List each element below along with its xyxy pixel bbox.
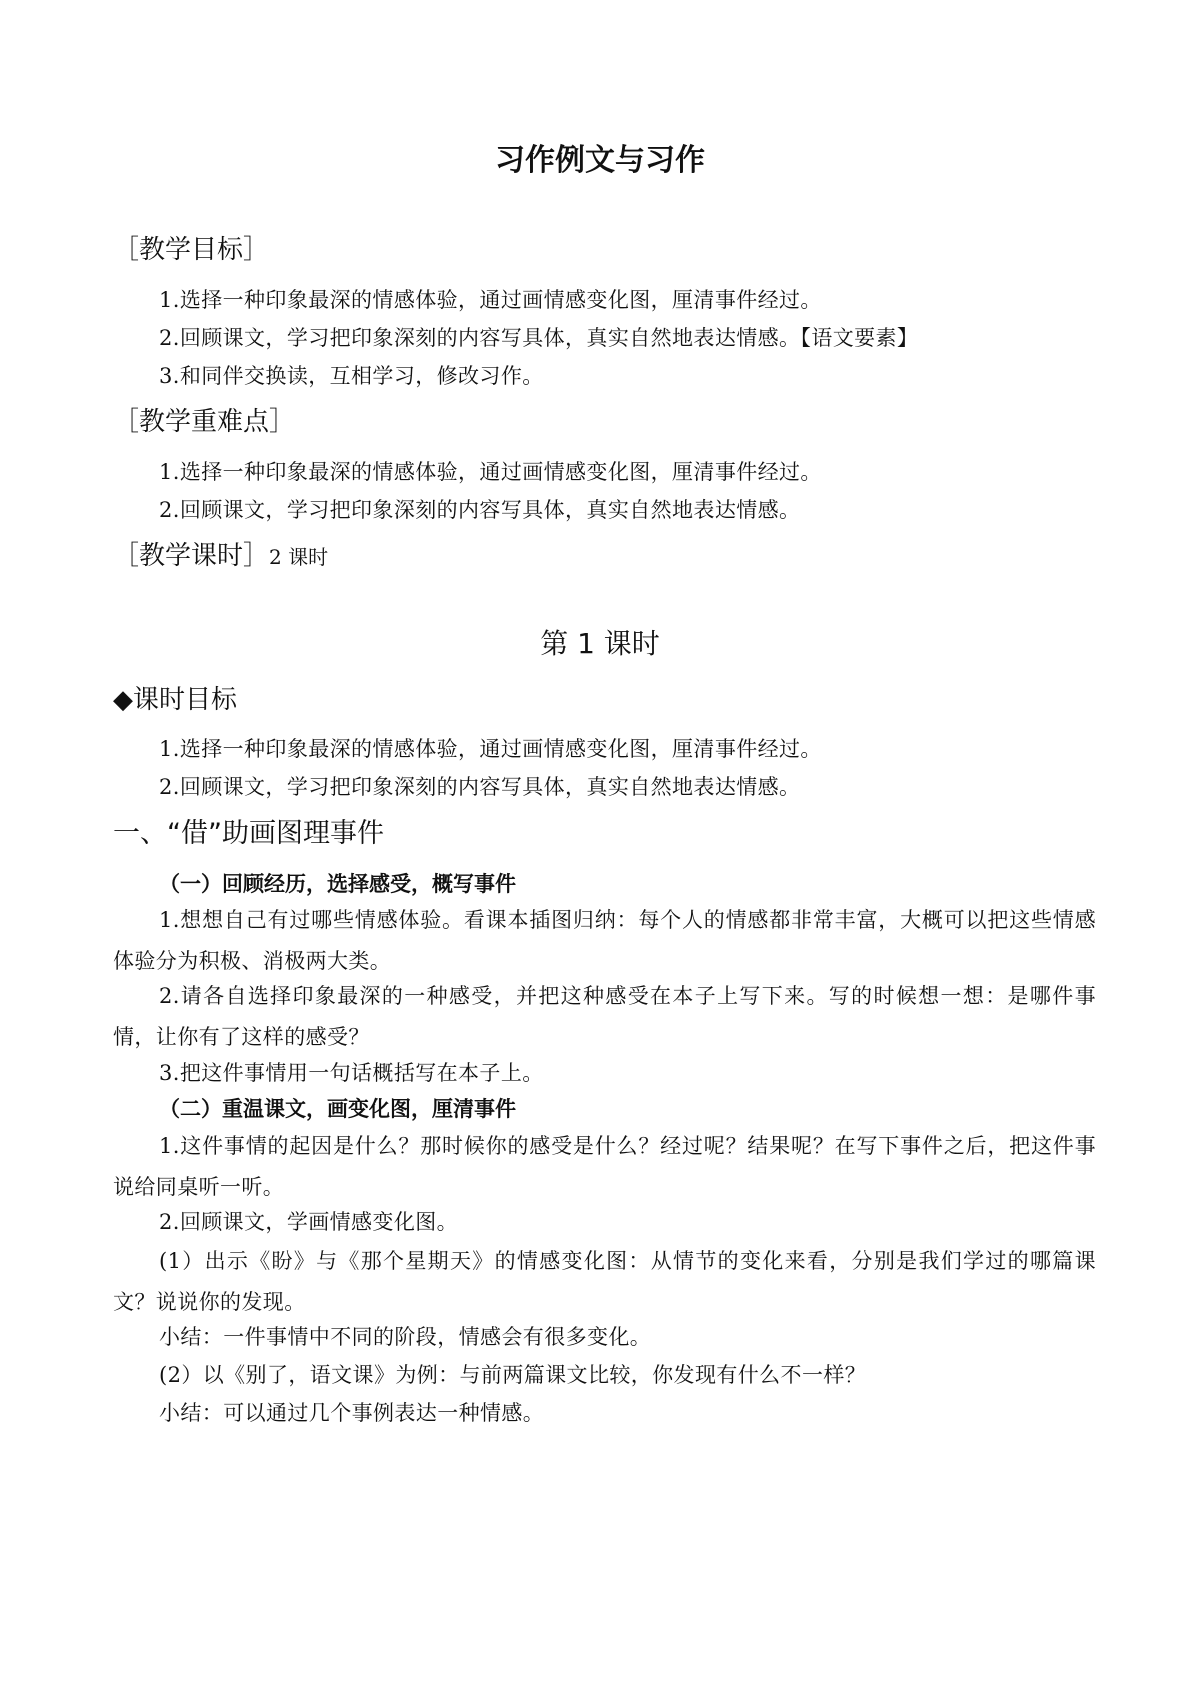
subsection-one-paragraph: 2.请各自选择印象最深的一种感受，并把这种感受在本子上写下来。写的时候想一想：是哪件事情，让你有了这样的感受？ xyxy=(113,984,1096,1049)
subsection-one-heading: （一）回顾经历，选择感受，概写事件 xyxy=(159,872,516,896)
key-points-heading: ［教学重难点］ xyxy=(113,407,296,437)
key-point-item: 2.回顾课文，学习把印象深刻的内容写具体，真实自然地表达情感。 xyxy=(159,498,801,522)
teaching-goals-heading: ［教学目标］ xyxy=(113,235,270,265)
summary-text: 小结：可以通过几个事例表达一种情感。 xyxy=(159,1401,545,1425)
teaching-hours-value: 2 课时 xyxy=(269,545,329,569)
subsection-two-paragraph: (2）以《别了，语文课》为例：与前两篇课文比较，你发现有什么不一样？ xyxy=(159,1363,867,1387)
lesson-goals-heading: ◆课时目标 xyxy=(113,685,237,715)
summary-text: 小结：一件事情中不同的阶段，情感会有很多变化。 xyxy=(159,1325,652,1349)
lesson-goal-item: 2.回顾课文，学习把印象深刻的内容写具体，真实自然地表达情感。 xyxy=(159,775,801,799)
subsection-two-paragraph: (1）出示《盼》与《那个星期天》的情感变化图：从情节的变化来看，分别是我们学过的哪篇课文？说说你的发现。 xyxy=(113,1249,1096,1314)
key-point-item: 1.选择一种印象最深的情感体验，通过画情感变化图，厘清事件经过。 xyxy=(159,460,822,484)
lesson-title: 第 1 课时 xyxy=(540,627,660,660)
subsection-two-paragraph: 1.这件事情的起因是什么？那时候你的感受是什么？经过呢？结果呢？在写下事件之后，把这件事说给同桌听一听。 xyxy=(113,1134,1096,1199)
subsection-two-paragraph: 2.回顾课文，学画情感变化图。 xyxy=(159,1210,459,1234)
teaching-hours-label: ［教学课时］ xyxy=(113,541,270,571)
teaching-goal-item: 3.和同伴交换读，互相学习，修改习作。 xyxy=(159,364,544,388)
teaching-hours-heading xyxy=(113,540,328,573)
subsection-one-paragraph: 3.把这件事情用一句话概括写在本子上。 xyxy=(159,1061,544,1085)
subsection-two-heading: （二）重温课文，画变化图，厘清事件 xyxy=(159,1097,516,1121)
subsection-one-paragraph: 1.想想自己有过哪些情感体验。看课本插图归纳：每个人的情感都非常丰富，大概可以把这些情感体验分为积极、消极两大类。 xyxy=(113,908,1096,973)
teaching-goal-item: 1.选择一种印象最深的情感体验，通过画情感变化图，厘清事件经过。 xyxy=(159,288,822,312)
document-title: 习作例文与习作 xyxy=(495,143,705,178)
part-one-heading: 一、“借”助画图理事件 xyxy=(113,818,384,849)
lesson-goal-item: 1.选择一种印象最深的情感体验，通过画情感变化图，厘清事件经过。 xyxy=(159,737,822,761)
teaching-goal-item: 2.回顾课文，学习把印象深刻的内容写具体，真实自然地表达情感。【语文要素】 xyxy=(159,326,919,350)
